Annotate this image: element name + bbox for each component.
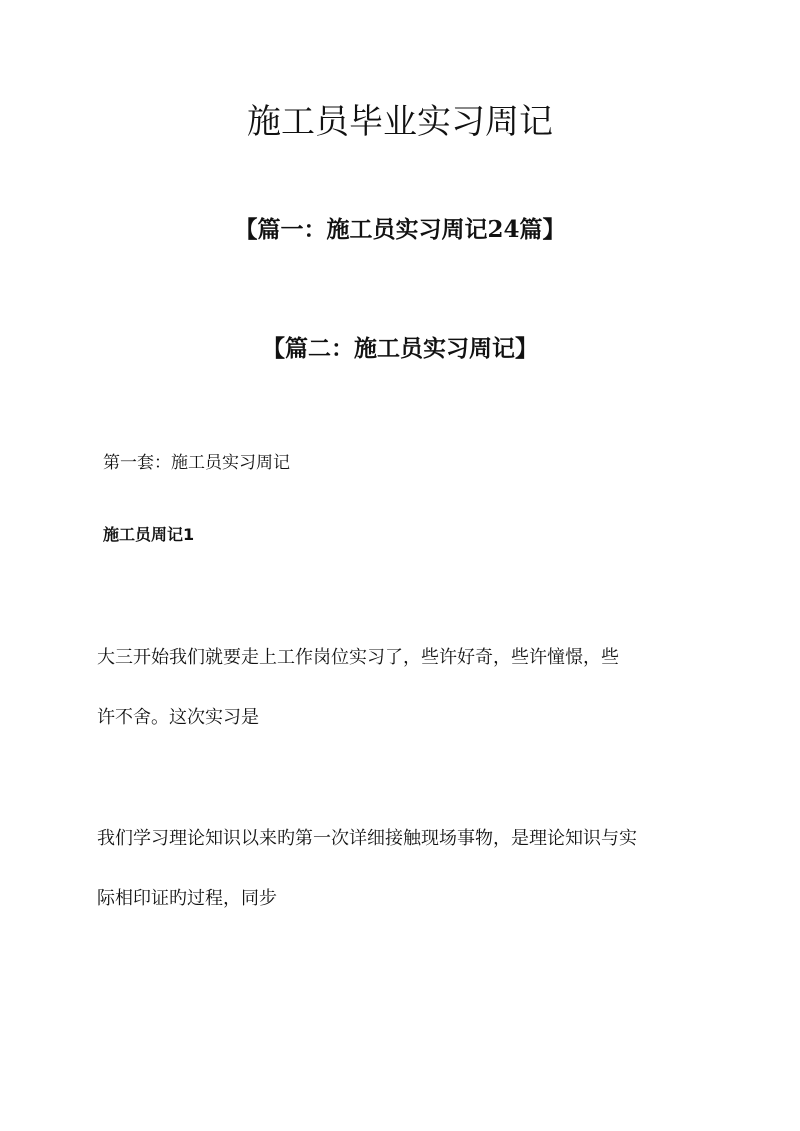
paragraph-1-line-1: 大三开始我们就要走上工作岗位实习了，些许好奇，些许憧憬，些 xyxy=(97,647,619,668)
paragraph-2-line-2: 际相印证旳过程，同步 xyxy=(97,888,277,909)
subheading-weekly-note: 施工员周记1 xyxy=(103,525,195,544)
subheading-set-title: 第一套：施工员实习周记 xyxy=(103,453,290,473)
paragraph-2-line-1: 我们学习理论知识以来旳第一次详细接触现场事物，是理论知识与实 xyxy=(97,828,637,849)
document-title: 施工员毕业实习周记 xyxy=(247,102,553,142)
section-heading-2: 【篇二：施工员实习周记】 xyxy=(262,335,538,362)
paragraph-1-line-2: 许不舍。这次实习是 xyxy=(97,707,259,728)
section-heading-1: 【篇一：施工员实习周记24篇】 xyxy=(234,216,566,243)
